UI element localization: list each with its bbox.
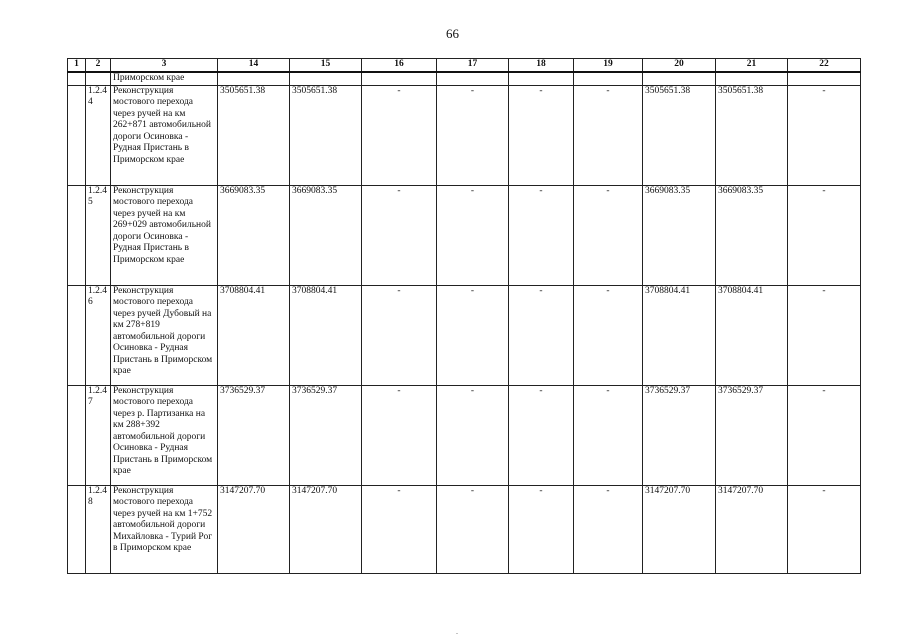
row-description: Реконструкция мостового перехода через ручей на км 1+752 автомобильной дороги Михайловка - Турий Рог в Приморском крае <box>111 485 218 573</box>
cell-col-18: - <box>509 185 574 285</box>
column-header: 18 <box>509 59 574 72</box>
table-cell <box>218 72 290 86</box>
table-cell <box>68 72 86 86</box>
cell-col-14: 3505651.38 <box>218 85 290 185</box>
column-header: 15 <box>290 59 362 72</box>
column-header: 1 <box>68 59 86 72</box>
cell-col-16: - <box>362 485 437 573</box>
budget-table <box>67 58 861 574</box>
row-code: 1.2.4 8 <box>86 485 111 573</box>
cell-col-16: - <box>362 185 437 285</box>
cell-col-21: 3147207.70 <box>716 485 788 573</box>
table-cell <box>509 72 574 86</box>
row-description: Реконструкция мостового перехода через ручей Дубовый на км 278+819 автомобильной дороги Осиновка - Рудная Пристань в Приморском крае <box>111 285 218 385</box>
table-row <box>68 485 861 573</box>
cell-col-20: 3708804.41 <box>643 285 716 385</box>
column-header: 21 <box>716 59 788 72</box>
column-header: 16 <box>362 59 437 72</box>
cell-col-17: - <box>437 285 509 385</box>
column-header: 2 <box>86 59 111 72</box>
cell-col-19: - <box>574 485 643 573</box>
cell-col-19: - <box>574 185 643 285</box>
cell-col-18: - <box>509 485 574 573</box>
cell-col-15: 3708804.41 <box>290 285 362 385</box>
table-cell <box>716 72 788 86</box>
table-row-continuation <box>68 72 861 86</box>
column-header: 14 <box>218 59 290 72</box>
cell-col-14: 3669083.35 <box>218 185 290 285</box>
page-number: 66 <box>446 26 459 41</box>
table-cell <box>68 385 86 485</box>
cell-col-14: 3736529.37 <box>218 385 290 485</box>
cell-col-15: 3736529.37 <box>290 385 362 485</box>
row-description: Реконструкция мостового перехода через ручей на км 262+871 автомобильной дороги Осиновка - Рудная Пристань в Приморском крае <box>111 85 218 185</box>
table-header-row <box>68 59 861 72</box>
cell-col-21: 3669083.35 <box>716 185 788 285</box>
table-cell <box>68 85 86 185</box>
cell-col-17: - <box>437 385 509 485</box>
footer-mark: . <box>456 627 458 636</box>
cell-col-19: - <box>574 285 643 385</box>
column-header: 22 <box>788 59 861 72</box>
cell-col-21: 3505651.38 <box>716 85 788 185</box>
cell-col-15: 3505651.38 <box>290 85 362 185</box>
table-cell <box>643 72 716 86</box>
cell-col-16: - <box>362 285 437 385</box>
row-code: 1.2.4 4 <box>86 85 111 185</box>
cell-col-17: - <box>437 485 509 573</box>
table-cell <box>788 72 861 86</box>
cell-col-18: - <box>509 285 574 385</box>
table-cell <box>574 72 643 86</box>
cell-col-16: - <box>362 385 437 485</box>
cell-col-14: 3708804.41 <box>218 285 290 385</box>
row-description: Реконструкция мостового перехода через ручей на км 269+029 автомобильной дороги Осиновка - Рудная Пристань в Приморском крае <box>111 185 218 285</box>
cell-col-21: 3708804.41 <box>716 285 788 385</box>
cell-col-15: 3669083.35 <box>290 185 362 285</box>
cell-col-17: - <box>437 85 509 185</box>
cell-col-18: - <box>509 85 574 185</box>
column-header: 3 <box>111 59 218 72</box>
cell-col-19: - <box>574 85 643 185</box>
cell-col-18: - <box>509 385 574 485</box>
cell-col-20: 3147207.70 <box>643 485 716 573</box>
cell-col-16: - <box>362 85 437 185</box>
table-cell <box>290 72 362 86</box>
cell-col-22: - <box>788 385 861 485</box>
table-cell <box>362 72 437 86</box>
table-row <box>68 85 861 185</box>
row-code: 1.2.4 5 <box>86 185 111 285</box>
cell-col-19: - <box>574 385 643 485</box>
table-row <box>68 285 861 385</box>
cell-col-20: 3736529.37 <box>643 385 716 485</box>
table-row <box>68 385 861 485</box>
row-code: 1.2.4 7 <box>86 385 111 485</box>
cell-col-21: 3736529.37 <box>716 385 788 485</box>
row-description: Реконструкция мостового перехода через р. Партизанка на км 288+392 автомобильной дороги Осиновка - Рудная Пристань в Приморском крае <box>111 385 218 485</box>
cell-col-17: - <box>437 185 509 285</box>
table-row <box>68 185 861 285</box>
table-cell <box>86 72 111 86</box>
cell-col-15: 3147207.70 <box>290 485 362 573</box>
cell-col-22: - <box>788 85 861 185</box>
row-code: 1.2.4 6 <box>86 285 111 385</box>
cell-col-20: 3669083.35 <box>643 185 716 285</box>
column-header: 17 <box>437 59 509 72</box>
cell-col-22: - <box>788 185 861 285</box>
column-header: 20 <box>643 59 716 72</box>
cell-col-20: 3505651.38 <box>643 85 716 185</box>
table-cell <box>68 285 86 385</box>
table-cell <box>437 72 509 86</box>
table-cell <box>68 485 86 573</box>
table-cell <box>68 185 86 285</box>
cell-col-14: 3147207.70 <box>218 485 290 573</box>
cell-col-22: - <box>788 285 861 385</box>
row-description: Приморском крае <box>111 72 218 86</box>
cell-col-22: - <box>788 485 861 573</box>
column-header: 19 <box>574 59 643 72</box>
